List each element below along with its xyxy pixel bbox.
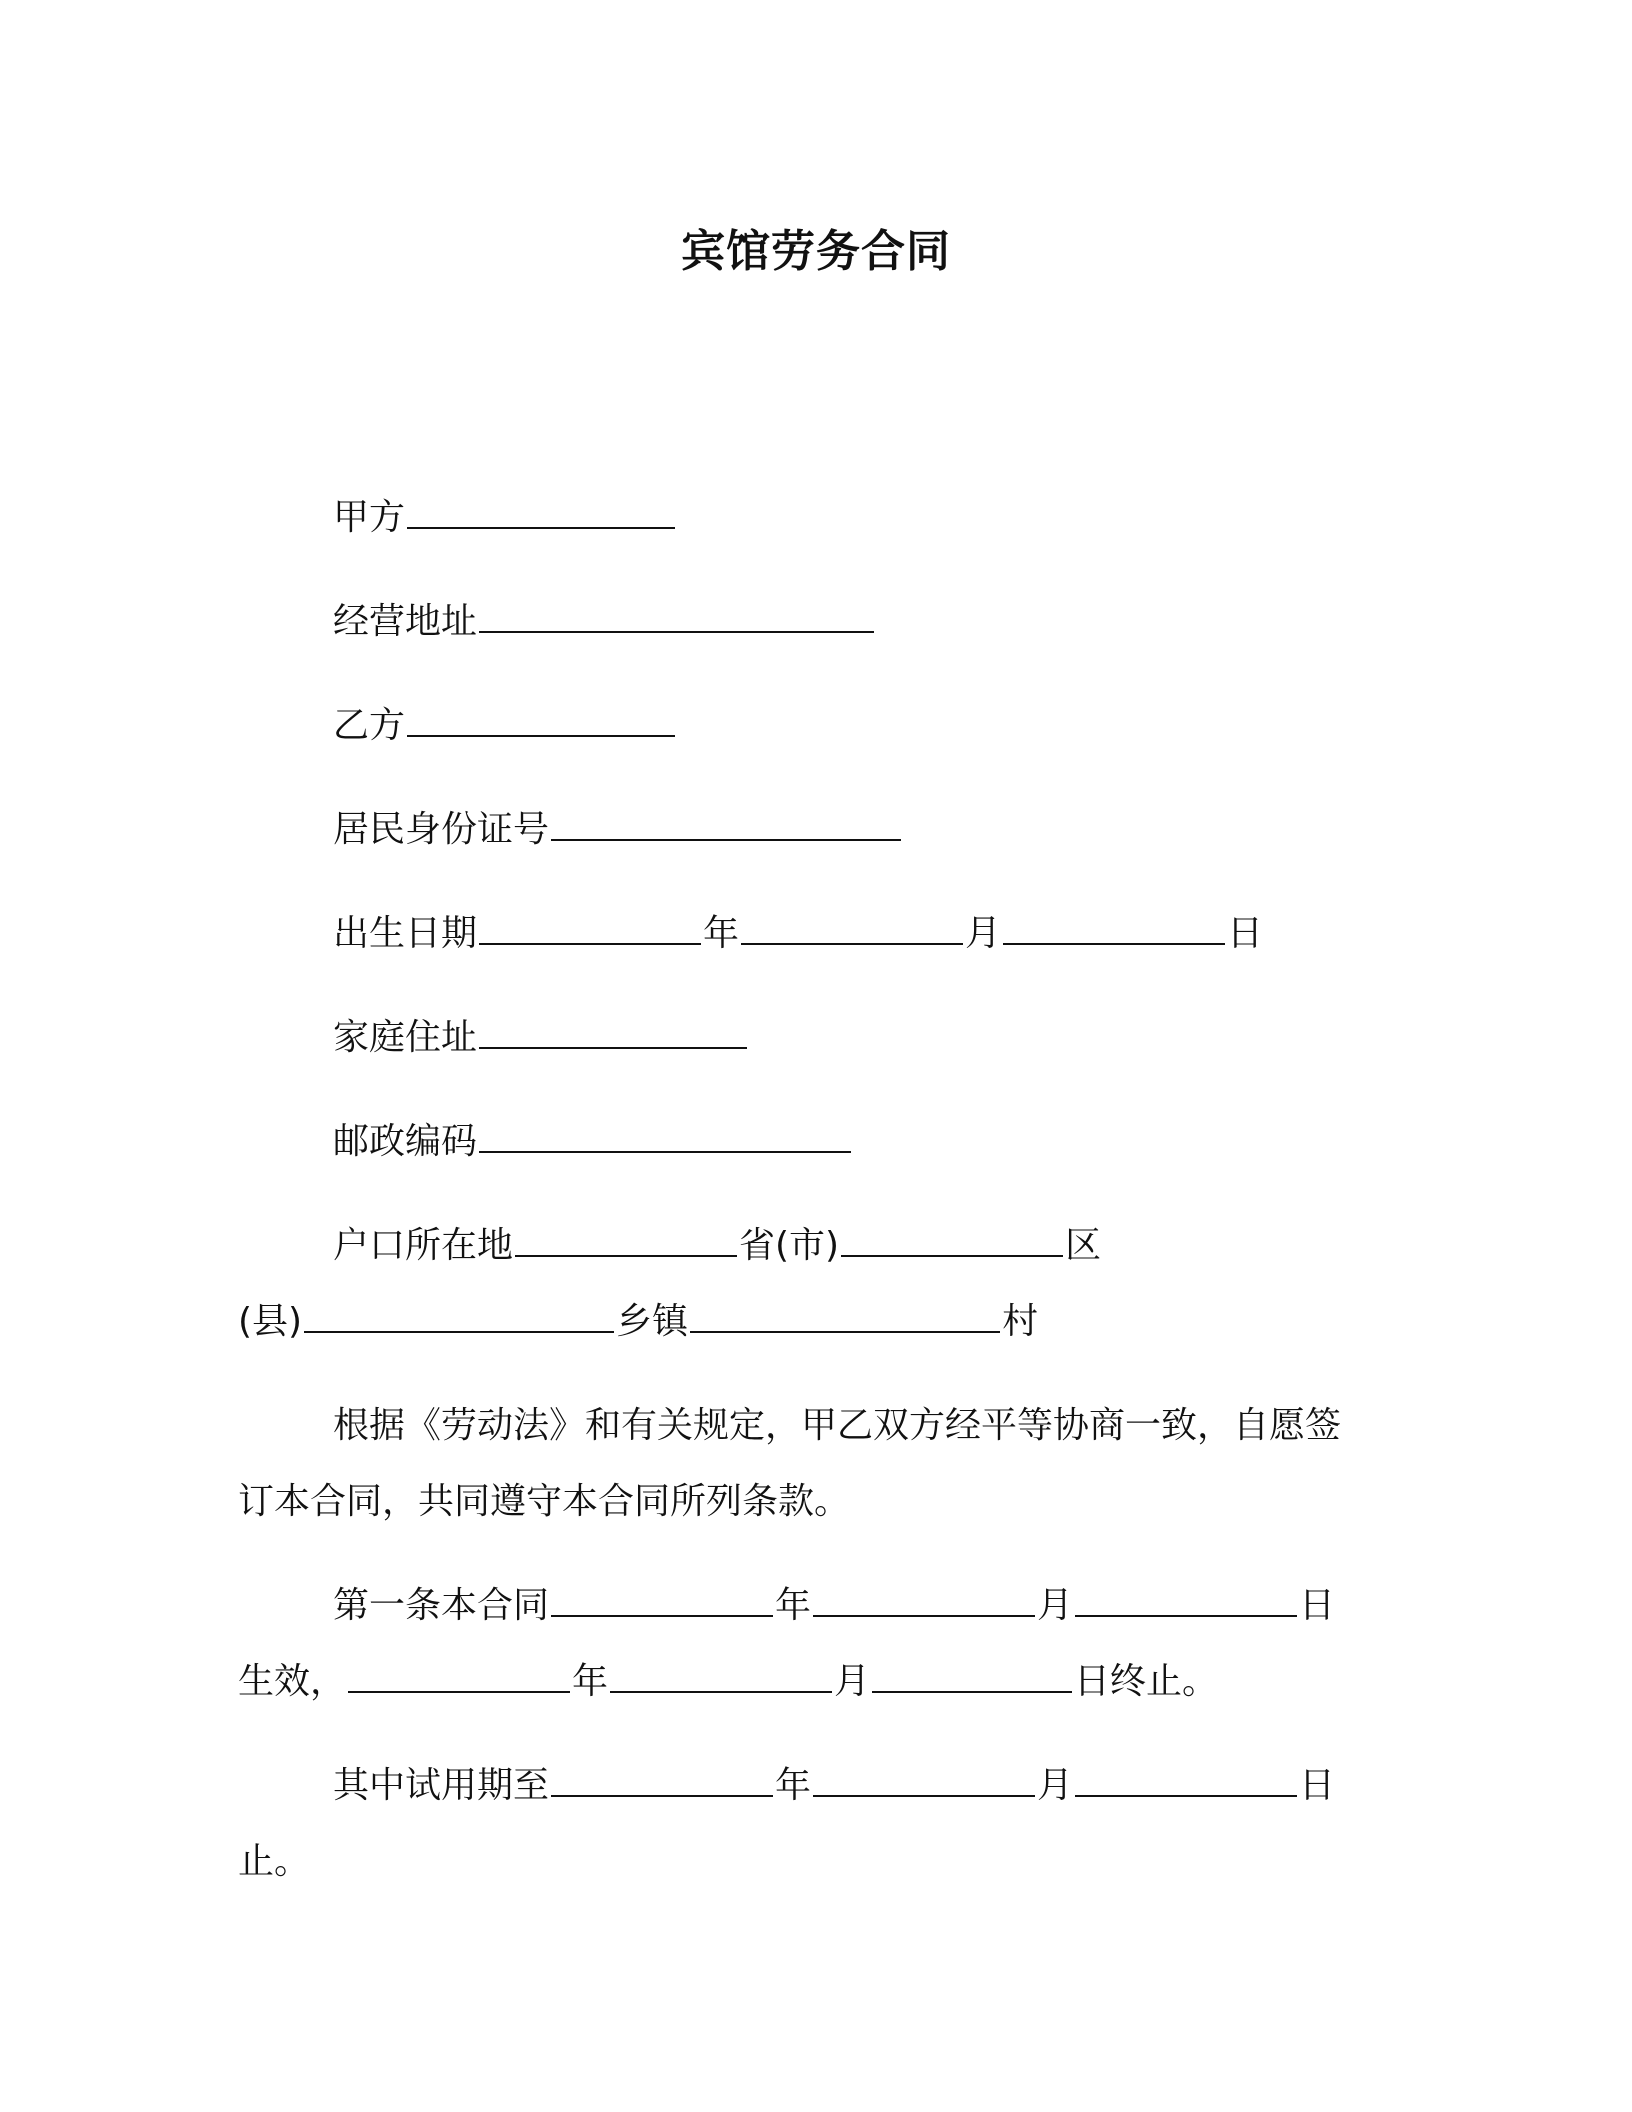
business-address-line	[333, 598, 876, 646]
probation-month-blank[interactable]	[813, 1765, 1035, 1797]
id-number-line	[333, 806, 903, 854]
start-year-blank[interactable]	[551, 1585, 773, 1617]
home-address-label: 家庭住址	[333, 1017, 478, 1058]
hukou-label: 户口所在地	[333, 1225, 514, 1266]
hukou-township-blank[interactable]	[690, 1301, 1000, 1333]
township-label: 乡镇	[616, 1301, 689, 1342]
probation-day-label: 日	[1299, 1765, 1336, 1806]
year-label: 年	[703, 913, 740, 954]
probation-line-1	[333, 1762, 1335, 1810]
end-year-blank[interactable]	[348, 1661, 570, 1693]
probation-day-blank[interactable]	[1075, 1765, 1297, 1797]
probation-year-blank[interactable]	[551, 1765, 773, 1797]
party-a-label: 甲方	[333, 497, 406, 538]
party-b-label: 乙方	[333, 705, 406, 746]
article1-line-2	[238, 1658, 1218, 1706]
party-b-line	[333, 702, 677, 750]
hukou-line-2	[238, 1298, 1038, 1346]
start-year-label: 年	[775, 1585, 812, 1626]
postal-code-label: 邮政编码	[333, 1121, 478, 1162]
party-a-blank[interactable]	[407, 497, 675, 529]
hukou-province-blank[interactable]	[515, 1225, 737, 1257]
probation-line-2: 止。	[238, 1841, 311, 1882]
birth-year-blank[interactable]	[479, 913, 701, 945]
day-label: 日	[1227, 913, 1264, 954]
business-address-label: 经营地址	[333, 601, 478, 642]
probation-year-label: 年	[775, 1765, 812, 1806]
county-label: (县)	[238, 1301, 303, 1342]
district-label: 区	[1065, 1225, 1102, 1266]
probation-month-label: 月	[1037, 1765, 1074, 1806]
month-label: 月	[965, 913, 1002, 954]
birth-date-line	[333, 910, 1263, 958]
document-title: 宾馆劳务合同	[681, 226, 951, 277]
start-day-label: 日	[1299, 1585, 1336, 1626]
id-number-label: 居民身份证号	[333, 809, 550, 850]
end-year-label: 年	[572, 1661, 609, 1702]
birth-month-blank[interactable]	[741, 913, 963, 945]
business-address-blank[interactable]	[479, 601, 874, 633]
effective-prefix: 生效，	[238, 1661, 347, 1702]
hukou-line-1	[333, 1222, 1101, 1270]
end-day-blank[interactable]	[872, 1661, 1072, 1693]
birth-day-blank[interactable]	[1003, 913, 1225, 945]
start-month-label: 月	[1037, 1585, 1074, 1626]
start-day-blank[interactable]	[1075, 1585, 1297, 1617]
id-number-blank[interactable]	[551, 809, 901, 841]
article1-line-1	[333, 1582, 1335, 1630]
province-city-label: 省(市)	[739, 1225, 840, 1266]
birth-date-label: 出生日期	[333, 913, 478, 954]
intro-line-1: 根据《劳动法》和有关规定，甲乙双方经平等协商一致，自愿签	[333, 1405, 1342, 1446]
party-b-blank[interactable]	[407, 705, 675, 737]
home-address-line	[333, 1014, 749, 1062]
end-suffix: 日终止。	[1074, 1661, 1219, 1702]
end-month-blank[interactable]	[610, 1661, 832, 1693]
hukou-district-blank[interactable]	[841, 1225, 1063, 1257]
start-month-blank[interactable]	[813, 1585, 1035, 1617]
postal-code-line	[333, 1118, 853, 1166]
village-label: 村	[1002, 1301, 1039, 1342]
intro-line-2: 订本合同，共同遵守本合同所列条款。	[238, 1481, 851, 1522]
end-month-label: 月	[834, 1661, 871, 1702]
article1-prefix: 第一条本合同	[333, 1585, 550, 1626]
party-a-line	[333, 494, 677, 542]
postal-code-blank[interactable]	[479, 1121, 851, 1153]
probation-prefix: 其中试用期至	[333, 1765, 550, 1806]
home-address-blank[interactable]	[479, 1017, 747, 1049]
hukou-county-blank[interactable]	[304, 1301, 614, 1333]
